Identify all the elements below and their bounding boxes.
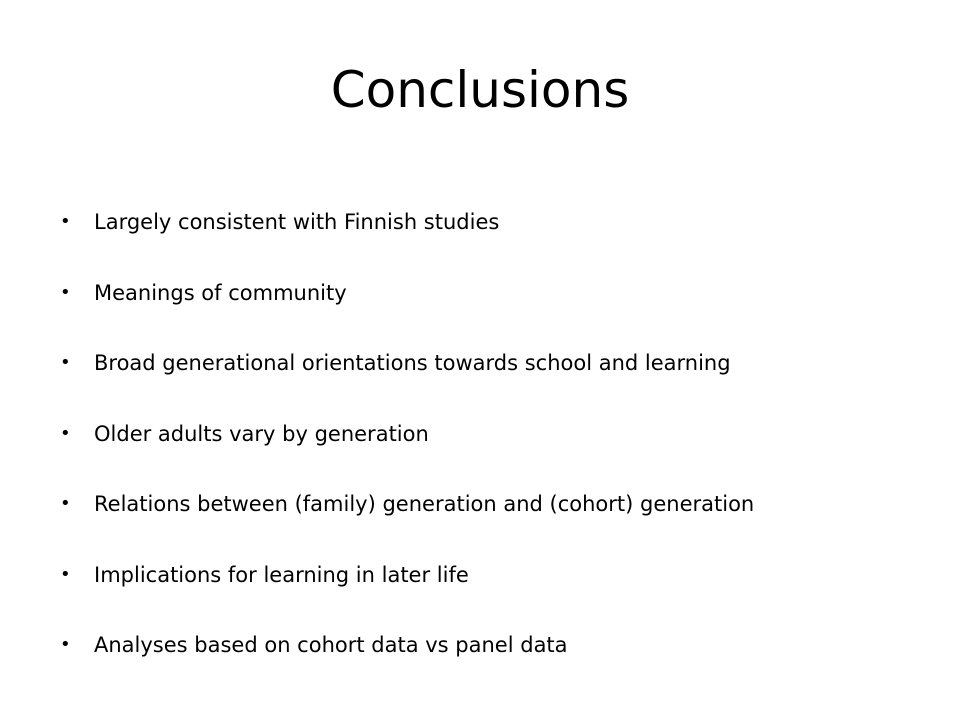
bullet-list [60, 202, 920, 696]
list-item [60, 625, 920, 696]
bullet-text: Broad generational orientations towards school and learning [94, 351, 731, 375]
bullet-icon: • [60, 493, 71, 514]
list-item [60, 484, 920, 555]
list-item [60, 343, 920, 414]
list-item [60, 202, 920, 273]
bullet-text: Older adults vary by generation [94, 421, 429, 446]
slide-title: Conclusions [330, 61, 630, 119]
bullet-text: Largely consistent with Finnish studies [94, 210, 500, 234]
bullet-text: Meanings of community [94, 280, 347, 305]
list-item [60, 273, 920, 344]
bullet-text: Relations between (family) generation and (cohort) generation [94, 492, 755, 516]
bullet-icon: • [60, 563, 71, 585]
list-item [60, 555, 920, 626]
list-item [60, 414, 920, 485]
bullet-text: Analyses based on cohort data vs panel data [94, 633, 568, 657]
bullet-text: Implications for learning in later life [94, 562, 469, 587]
bullet-icon: • [60, 422, 71, 444]
bullet-icon: • [60, 634, 71, 655]
bullet-icon: • [60, 281, 71, 303]
bullet-icon: • [60, 211, 71, 232]
bullet-icon: • [60, 352, 71, 373]
